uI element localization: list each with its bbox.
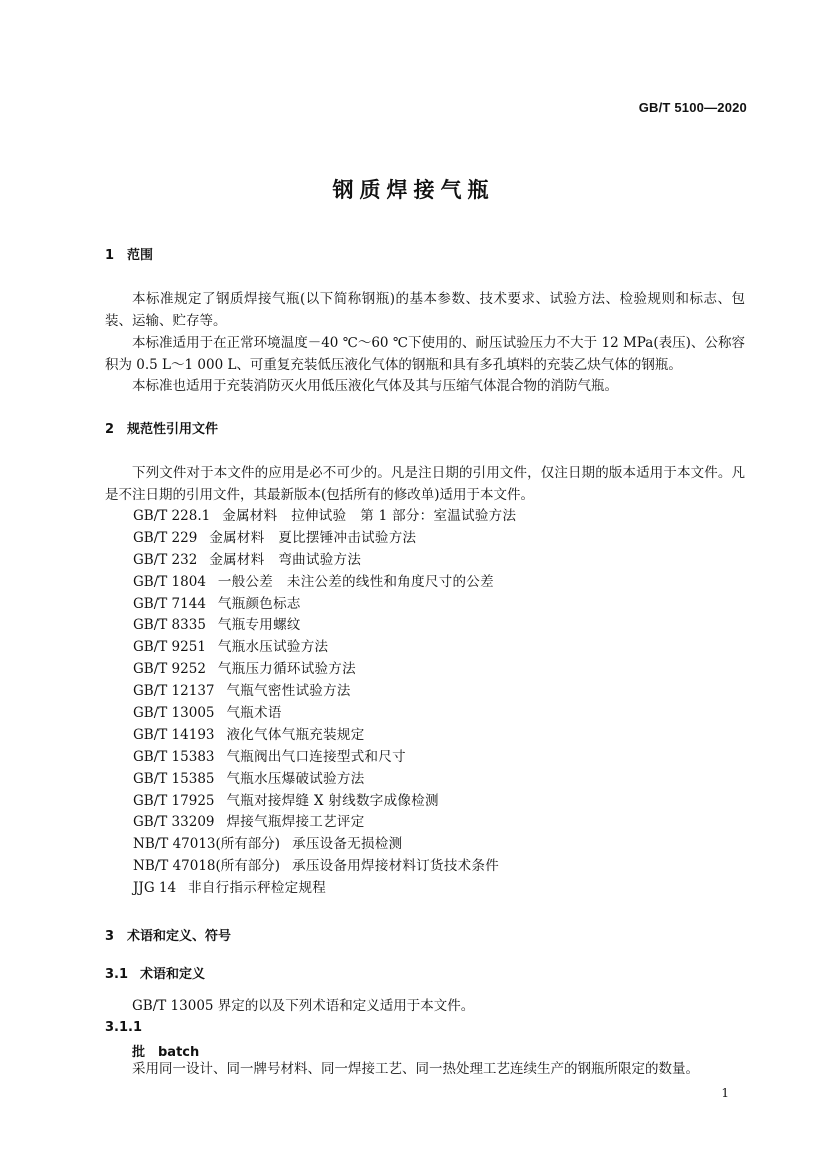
reference-code: GB/T 9251 (133, 639, 206, 656)
reference-title: 承压设备用焊接材料订货技术条件 (292, 858, 500, 875)
document-title: 钢质焊接气瓶 (332, 178, 495, 202)
reference-title: 气瓶术语 (226, 705, 282, 722)
reference-item (133, 528, 516, 550)
section-title: 规范性引用文件 (127, 422, 219, 437)
reference-code: GB/T 8335 (133, 617, 206, 634)
reference-item (133, 506, 516, 528)
reference-code: GB/T 15383 (133, 748, 215, 765)
reference-item (133, 769, 516, 791)
reference-code: JJG 14 (133, 880, 177, 897)
scope-paragraph-1: 本标准规定了钢质焊接气瓶(以下简称钢瓶)的基本参数、技术要求、试验方法、检验规则和标志、包装、运输、贮存等。 (105, 291, 745, 329)
reference-title: 气瓶水压爆破试验方法 (226, 770, 365, 787)
references-intro: 下列文件对于本文件的应用是必不可少的。凡是注日期的引用文件，仅注日期的版本适用于本文件。凡是不注日期的引用文件，其最新版本(包括所有的修改单)适用于本文件。 (105, 465, 745, 503)
reference-item (133, 550, 516, 572)
reference-title: 金属材料 夏比摆锤冲击试验方法 (209, 529, 417, 546)
reference-title: 气瓶压力循环试验方法 (217, 661, 356, 678)
reference-item (133, 681, 516, 703)
reference-item (133, 747, 516, 769)
section-number: 1 (105, 248, 115, 263)
reference-code: GB/T 33209 (133, 814, 215, 831)
reference-title: 液化气体气瓶充装规定 (226, 726, 365, 743)
reference-title: 金属材料 弯曲试验方法 (209, 551, 362, 568)
reference-title: 气瓶专用螺纹 (217, 617, 301, 634)
reference-item (133, 615, 516, 637)
section-number: 3 (105, 929, 115, 944)
reference-item (133, 856, 516, 878)
reference-code: GB/T 229 (133, 529, 198, 546)
reference-item (133, 791, 516, 813)
section-title: 术语和定义、符号 (127, 929, 232, 944)
reference-item (133, 812, 516, 834)
scope-paragraph-2: 本标准适用于在正常环境温度－40 ℃～60 ℃下使用的、耐压试验压力不大于 12 MPa(表压)、公称容积为 0.5 L～1 000 L、可重复充装低压液化气体的钢瓶和具有多孔填料的充装乙炔气体的钢瓶。 (105, 335, 745, 373)
reference-item (133, 594, 516, 616)
section-title: 范围 (127, 248, 154, 263)
term-entry: 批 batch (132, 1045, 200, 1060)
reference-title: 非自行指示秤检定规程 (188, 880, 327, 897)
reference-code: GB/T 17925 (133, 792, 215, 809)
reference-title: 气瓶颜色标志 (217, 595, 301, 612)
reference-title: 金属材料 拉伸试验 第 1 部分：室温试验方法 (222, 508, 517, 524)
reference-code: GB/T 9252 (133, 661, 206, 678)
reference-item (133, 659, 516, 681)
reference-code: GB/T 12137 (133, 683, 215, 700)
reference-code: GB/T 14193 (133, 726, 215, 743)
section-3-heading (105, 925, 231, 944)
standard-code: GB/T 5100—2020 (638, 100, 747, 115)
subsection-title: 术语和定义 (140, 967, 206, 982)
reference-code: GB/T 15385 (133, 770, 215, 787)
reference-item (133, 834, 516, 856)
reference-title: 气瓶水压试验方法 (217, 639, 329, 656)
subsection-number: 3.1 (105, 967, 129, 982)
reference-title: 承压设备无损检测 (292, 836, 403, 853)
scope-paragraph-3: 本标准也适用于充装消防灭火用低压液化气体及其与压缩气体混合物的消防气瓶。 (132, 378, 618, 394)
reference-title: 一般公差 未注公差的线性和角度尺寸的公差 (217, 573, 494, 590)
reference-code: GB/T 232 (133, 551, 198, 568)
page-number: 1 (721, 1086, 729, 1100)
reference-code: GB/T 1804 (133, 573, 206, 590)
section-number: 2 (105, 422, 115, 437)
reference-item (133, 572, 516, 594)
term-definition: 采用同一设计、同一牌号材料、同一焊接工艺、同一热处理工艺连续生产的钢瓶所限定的数量。 (132, 1061, 699, 1077)
reference-code: GB/T 7144 (133, 595, 206, 612)
section-1-heading (105, 244, 153, 263)
reference-code: NB/T 47018(所有部分) (133, 858, 281, 875)
reference-code: NB/T 47013(所有部分) (133, 836, 281, 853)
subsection-3-1-heading (105, 963, 205, 982)
reference-title: 气瓶气密性试验方法 (226, 683, 351, 700)
terms-intro: GB/T 13005 界定的以及下列术语和定义适用于本文件。 (132, 998, 475, 1014)
reference-list (133, 506, 516, 900)
reference-title: 焊接气瓶焊接工艺评定 (226, 814, 365, 831)
reference-code: GB/T 13005 (133, 705, 215, 722)
reference-title: 气瓶阀出气口连接型式和尺寸 (226, 748, 406, 765)
reference-item (133, 637, 516, 659)
clause-number: 3.1.1 (105, 1020, 143, 1035)
reference-code: GB/T 228.1 (133, 508, 211, 524)
section-2-heading (105, 418, 218, 437)
reference-item (133, 878, 516, 900)
reference-item (133, 703, 516, 725)
reference-title: 气瓶对接焊缝 X 射线数字成像检测 (226, 792, 439, 809)
reference-item (133, 725, 516, 747)
